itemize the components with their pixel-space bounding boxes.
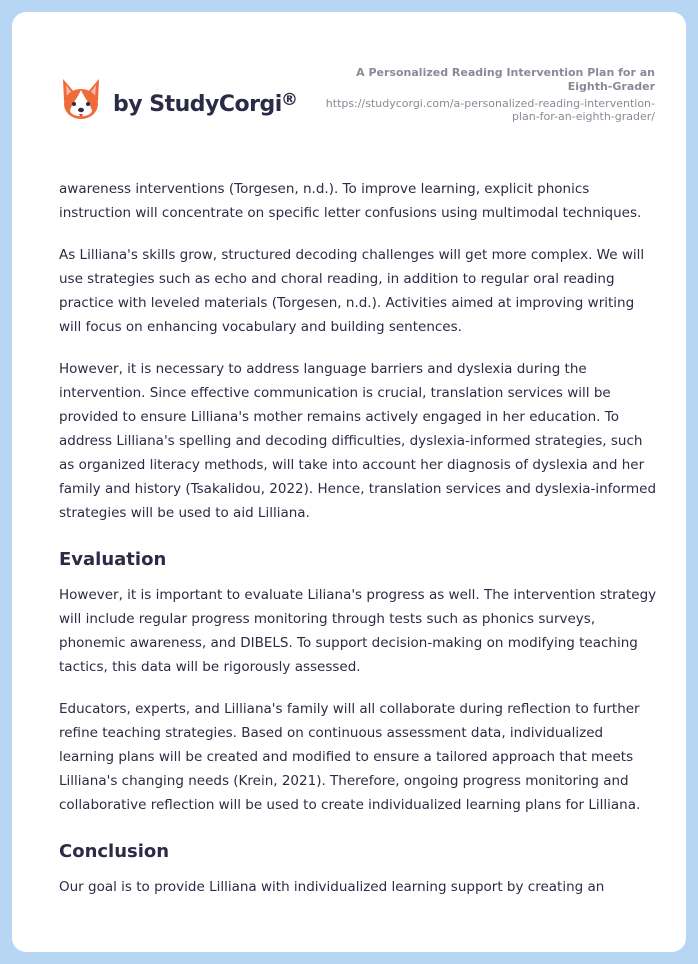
section-heading-conclusion: Conclusion <box>59 841 170 862</box>
paragraph: However, it is necessary to address language barriers and dyslexia during the intervention. Since effective communication is crucial, translation services will be provided to ensure Lilliana's mother remains actively engaged in her education. To address Lilliana's spelling and decoding difficulties, dyslexia-informed strategies, such as organized literacy methods, will take into account her diagnosis of dyslexia and her family and history (Tsakalidou, 2022). Hence, translation services and dyslexia-informed strategies will be used to aid Lilliana. <box>59 361 657 521</box>
paragraph: As Lilliana's skills grow, structured decoding challenges will get more complex. We will use strategies such as echo and choral reading, in addition to regular oral reading practice with leveled materials (Torgesen, n.d.). Activities aimed at improving writing will focus on enhancing vocabulary and building sentences. <box>59 247 645 335</box>
corgi-logo-icon[interactable] <box>60 76 102 124</box>
document-url[interactable]: https://studycorgi.com/a-personalized-reading-intervention-plan-for-an-eighth-grader/ <box>325 97 655 123</box>
document-page <box>12 12 686 952</box>
registered-mark: ® <box>281 90 298 110</box>
page-header <box>12 12 686 162</box>
section-heading-evaluation: Evaluation <box>59 549 167 570</box>
brand-name[interactable]: by StudyCorgi <box>113 92 282 117</box>
document-meta <box>315 66 655 123</box>
document-title: A Personalized Reading Intervention Plan for an Eighth-Grader <box>356 66 655 93</box>
paragraph: awareness interventions (Torgesen, n.d.). To improve learning, explicit phonics instruction will concentrate on specific letter confusions using multimodal techniques. <box>59 181 642 221</box>
paragraph: However, it is important to evaluate Liliana's progress as well. The intervention strategy will include regular progress monitoring through tests such as phonics surveys, phonemic awareness, and DIBELS. To support decision-making on modifying teaching tactics, this data will be rigorously assessed. <box>59 587 657 675</box>
paragraph: Educators, experts, and Lilliana's family will all collaborate during reflection to further refine teaching strategies. Based on continuous assessment data, individualized learning plans will be created and modified to ensure a tailored approach that meets Lilliana's changing needs (Krein, 2021). Therefore, ongoing progress monitoring and collaborative reflection will be used to create individualized learning plans for Lilliana. <box>59 701 641 813</box>
article-body <box>59 177 659 917</box>
paragraph: Our goal is to provide Lilliana with individualized learning support by creating an <box>59 879 605 895</box>
